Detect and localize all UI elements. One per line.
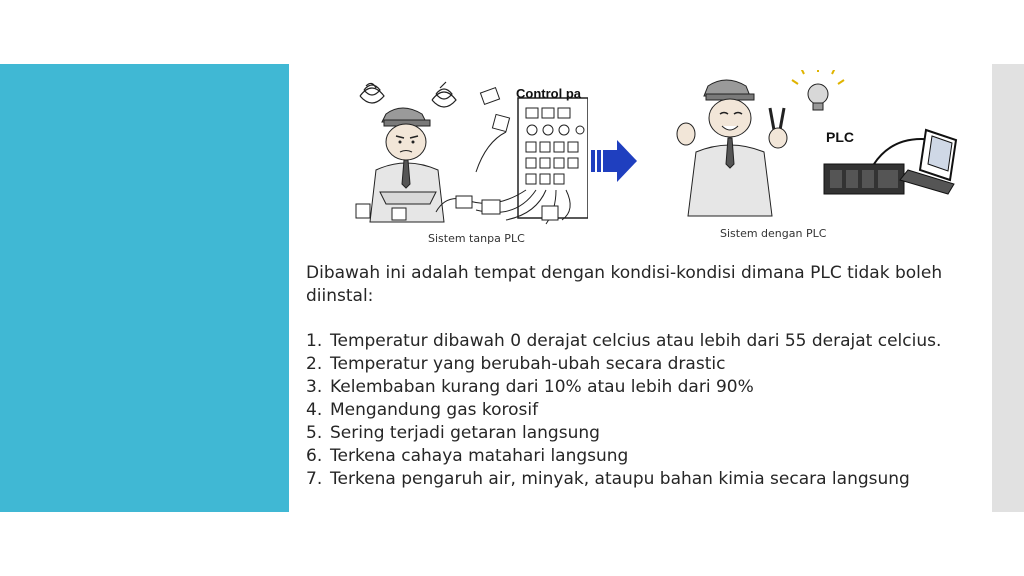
confusion-scribbles: [360, 82, 456, 107]
caption-without-plc: Sistem tanpa PLC: [428, 232, 525, 245]
worker-happy-illustration: [648, 70, 958, 218]
side-band-right: [992, 64, 1024, 512]
list-item: 2. Temperatur yang berubah-ubah secara drastic: [306, 354, 726, 374]
accent-band-left: [0, 64, 289, 512]
list-item: 6. Terkena cahaya matahari langsung: [306, 446, 629, 466]
worker-head: [382, 108, 430, 160]
worker-confused-illustration: [346, 72, 588, 230]
figure-without-plc: [346, 72, 588, 230]
light-bulb-icon: [792, 70, 844, 110]
blue-arrow-icon: [591, 140, 637, 182]
list-item: 3. Kelembaban kurang dari 10% atau lebih dari 90%: [306, 377, 754, 397]
caption-with-plc: Sistem dengan PLC: [720, 227, 827, 240]
control-panel-label: Control pa: [516, 86, 581, 101]
list-item: 4. Mengandung gas korosif: [306, 400, 539, 420]
transition-arrow: [591, 140, 637, 182]
plc-label: PLC: [826, 129, 854, 145]
list-item: 1. Temperatur dibawah 0 derajat celcius atau lebih dari 55 derajat celcius.: [306, 331, 942, 351]
list-item: 5. Sering terjadi getaran langsung: [306, 423, 600, 443]
plc-unit-icon: [824, 164, 904, 194]
control-panel-illustration: [516, 86, 588, 218]
conditions-list: [306, 330, 982, 491]
intro-paragraph: Dibawah ini adalah tempat dengan kondisi-kondisi dimana PLC tidak boleh diinstal:: [306, 263, 943, 306]
list-item: 7. Terkena pengaruh air, minyak, ataupu bahan kimia secara langsung: [306, 469, 910, 489]
figure-with-plc: [648, 70, 958, 218]
